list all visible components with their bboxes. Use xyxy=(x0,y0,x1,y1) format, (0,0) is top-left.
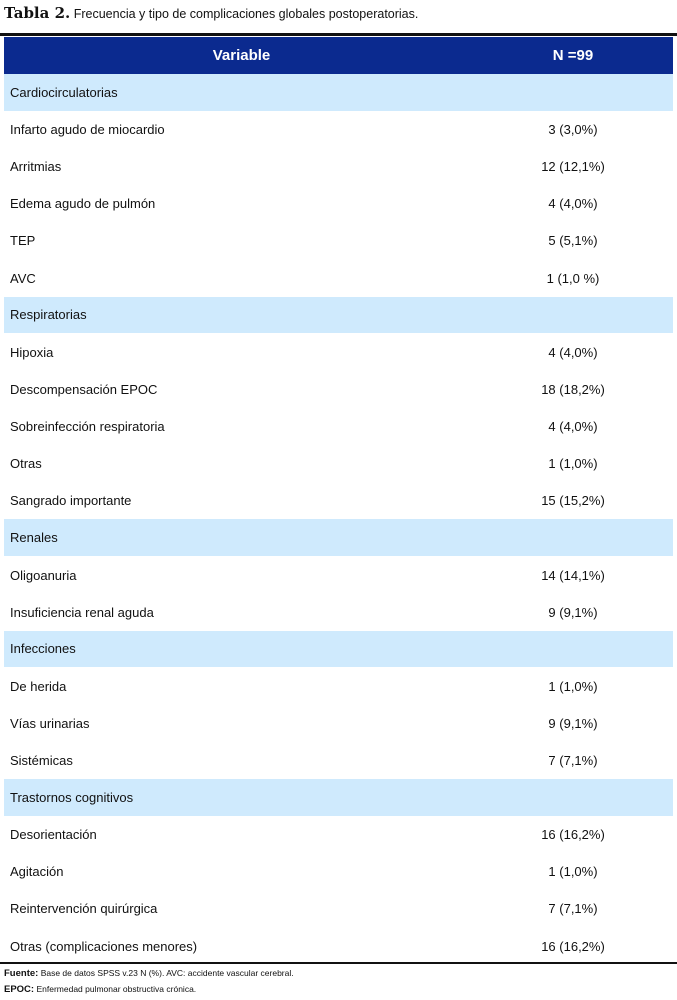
table-row xyxy=(4,371,673,408)
value-cell: 9 (9,1%) xyxy=(548,715,598,731)
table-row xyxy=(4,594,673,631)
table-row xyxy=(4,928,673,965)
variable-cell: Reintervención quirúrgica xyxy=(10,901,158,917)
variable-cell: Agitación xyxy=(10,864,64,880)
footnote-fuente-text: Base de datos SPSS v.23 N (%). AVC: accidente vascular cerebral. xyxy=(40,968,294,978)
variable-cell: Arritmias xyxy=(10,159,62,175)
variable-cell: Vías urinarias xyxy=(10,715,90,731)
value-cell: 16 (16,2%) xyxy=(541,938,605,954)
value-cell: 14 (14,1%) xyxy=(541,567,605,583)
value-cell: 5 (5,1%) xyxy=(548,233,598,249)
footnote-epoc xyxy=(4,984,196,995)
table-caption xyxy=(4,4,418,22)
bottom-rule xyxy=(0,962,677,964)
table-row xyxy=(4,705,673,742)
top-rule xyxy=(0,33,677,36)
table-header-row xyxy=(4,37,673,74)
table-row xyxy=(4,556,673,593)
footnote-fuente xyxy=(4,968,294,979)
category-label: Infecciones xyxy=(4,631,473,668)
value-cell: 16 (16,2%) xyxy=(541,827,605,843)
category-row xyxy=(4,297,673,334)
category-label: Respiratorias xyxy=(4,297,473,334)
value-cell: 12 (12,1%) xyxy=(541,159,605,175)
value-cell xyxy=(473,631,673,668)
table-row xyxy=(4,742,673,779)
table-row xyxy=(4,445,673,482)
value-cell: 18 (18,2%) xyxy=(541,381,605,397)
table-row xyxy=(4,890,673,927)
value-cell: 1 (1,0 %) xyxy=(546,270,600,286)
category-label: Trastornos cognitivos xyxy=(4,779,473,816)
variable-cell: Otras (complicaciones menores) xyxy=(10,938,198,954)
value-cell: 1 (1,0%) xyxy=(548,679,598,695)
header-n: N =99 xyxy=(552,47,594,64)
table-row xyxy=(4,185,673,222)
value-cell xyxy=(473,74,673,111)
variable-cell: Hipoxia xyxy=(10,345,54,361)
value-cell: 1 (1,0%) xyxy=(548,456,598,472)
category-label: Cardiocirculatorias xyxy=(4,74,473,111)
value-cell: 3 (3,0%) xyxy=(548,122,598,138)
category-row xyxy=(4,519,673,556)
value-cell: 9 (9,1%) xyxy=(548,604,598,620)
variable-cell: Sobreinfección respiratoria xyxy=(10,419,165,435)
variable-cell: Insuficiencia renal aguda xyxy=(10,604,154,620)
variable-cell: Descompensación EPOC xyxy=(10,381,158,397)
variable-cell: Oligoanuria xyxy=(10,567,77,583)
variable-cell: AVC xyxy=(10,270,36,286)
caption-label: Tabla 2. xyxy=(4,4,71,22)
value-cell: 7 (7,1%) xyxy=(548,901,598,917)
table-row xyxy=(4,260,673,297)
table-row xyxy=(4,816,673,853)
variable-cell: De herida xyxy=(10,679,67,695)
value-cell: 1 (1,0%) xyxy=(548,864,598,880)
table-row xyxy=(4,222,673,259)
footnote-epoc-text: Enfermedad pulmonar obstructiva crónica. xyxy=(36,984,197,994)
variable-cell: Otras xyxy=(10,456,42,472)
variable-cell: Sistémicas xyxy=(10,753,73,769)
variable-cell: Edema agudo de pulmón xyxy=(10,196,156,212)
value-cell: 4 (4,0%) xyxy=(548,196,598,212)
variable-cell: TEP xyxy=(10,233,36,249)
footnote-epoc-label: EPOC: xyxy=(4,984,35,995)
table-row xyxy=(4,482,673,519)
header-variable: Variable xyxy=(212,47,271,64)
table-row xyxy=(4,334,673,371)
variable-cell: Infarto agudo de miocardio xyxy=(10,122,165,138)
value-cell: 15 (15,2%) xyxy=(541,493,605,509)
complications-table xyxy=(4,37,673,965)
value-cell xyxy=(473,297,673,334)
category-row xyxy=(4,779,673,816)
variable-cell: Desorientación xyxy=(10,827,97,843)
table-row xyxy=(4,111,673,148)
table-row xyxy=(4,408,673,445)
value-cell xyxy=(473,779,673,816)
category-label: Renales xyxy=(4,519,473,556)
table-row xyxy=(4,148,673,185)
value-cell: 7 (7,1%) xyxy=(548,753,598,769)
value-cell xyxy=(473,519,673,556)
category-row xyxy=(4,631,673,668)
table-row xyxy=(4,853,673,890)
value-cell: 4 (4,0%) xyxy=(548,345,598,361)
footnote-fuente-label: Fuente: xyxy=(4,968,39,979)
table-row xyxy=(4,668,673,705)
variable-cell: Sangrado importante xyxy=(10,493,132,509)
caption-text: Frecuencia y tipo de complicaciones globales postoperatorias. xyxy=(73,7,419,21)
value-cell: 4 (4,0%) xyxy=(548,419,598,435)
category-row xyxy=(4,74,673,111)
